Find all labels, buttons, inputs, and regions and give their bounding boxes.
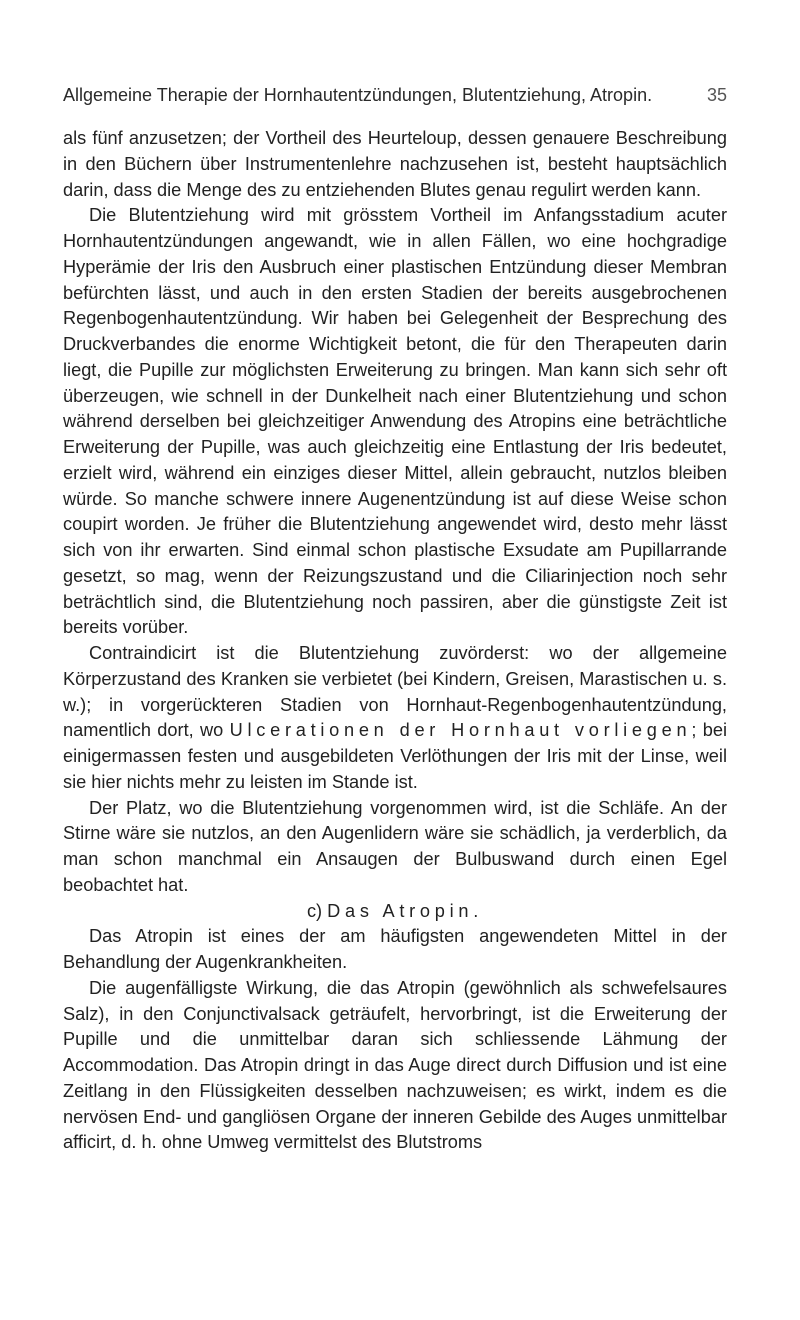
paragraph-3	[63, 641, 727, 796]
section-heading	[63, 899, 727, 925]
running-header-title: Allgemeine Therapie der Hornhautentzündungen, Blutentziehung, Atropin.	[63, 85, 653, 105]
paragraph-2: Die Blutentziehung wird mit grösstem Vortheil im Anfangsstadium acuter Hornhautentzündungen angewandt, wie in allen Fällen, wo eine hochgradige Hyperämie der Iris den Ausbruch einer plastischen Entzündung dieser Membran befürchten lässt, und auch in den ersten Stadien der bereits ausgebrochenen Regenbogenhautentzündung. Wir haben bei Gelegenheit der Besprechung des Druckverbandes die enorme Wichtigkeit betont, die für den Therapeuten darin liegt, die Pupille zur möglichsten Erweiterung zu bringen. Man kann sich sehr oft überzeugen, wie schnell in der Dunkelheit nach einer Blutentziehung und schon während derselben bei gleichzeitiger Anwendung des Atropins eine beträchtliche Erweiterung der Pupille, was auch gleichzeitig eine Entlastung der Iris bedeutet, erzielt wird, während ein einziges dieser Mittel, allein gebraucht, nutzlos bleiben würde. So manche schwere innere Augenentzündung ist auf diese Weise schon coupirt worden. Je früher die Blutentziehung angewendet wird, desto mehr lässt sich von ihr erwarten. Sind einmal schon plastische Exsudate am Pupillarrande gesetzt, so mag, wenn der Reizungszustand und die Ciliarinjection noch sehr beträchtlich sind, die Blutentziehung noch passiren, aber die günstigste Zeit ist bereits vorüber.	[63, 205, 727, 638]
body-text	[63, 126, 727, 1156]
section-label: c)	[306, 900, 323, 921]
paragraph-4: Der Platz, wo die Blutentziehung vorgenommen wird, ist die Schläfe. An der Stirne wäre sie nutzlos, an den Augenlidern wäre sie schädlich, ja verderblich, da man schon manchmal ein Ansaugen der Bulbuswand durch einen Egel beobachtet hat.	[63, 797, 727, 895]
paragraph-3-text-start: Contraindicirt ist die Blutentziehung zuvörderst: wo der allgemeine Körperzustand des Kranken sie verbietet (bei Kindern, Greisen, Marastischen u. s. w.); in vorgerückteren Stadien von Hornhaut-Regenbogenhautentzündung, namentlich dort, wo	[63, 643, 727, 741]
paragraph-5: Das Atropin ist eines der am häufigsten angewendeten Mittel in der Behandlung der Augenkrankheiten.	[63, 926, 727, 972]
running-header	[63, 84, 727, 106]
section-title: Das Atropin.	[327, 900, 484, 921]
paragraph-6: Die augenfälligste Wirkung, die das Atropin (gewöhnlich als schwefelsaures Salz), in den Conjunctivalsack geträufelt, hervorbringt, ist die Erweiterung der Pupille und die unmittelbar daran sich schliessende Lähmung der Accommodation. Das Atropin dringt in das Auge direct durch Diffusion und ist eine Zeitlang in den Flüssigkeiten desselben nachzuweisen; es wirkt, indem es die nervösen End- und gangliösen Organe der inneren Gebilde des Auges unmittelbar afficirt, d. h. ohne Umweg vermittelst des Blutstroms	[63, 977, 727, 1153]
paragraph-3-emphasis: Ulcerationen der Hornhaut vorliegen	[229, 720, 692, 741]
paragraph-3-text-end: ; bei einigermassen festen und ausgebildeten Verlöthungen der Iris mit der Linse, weil sie hier nichts mehr zu leisten im Stande ist.	[63, 720, 727, 792]
page-number: 35	[706, 85, 727, 105]
paragraph-1: als fünf anzusetzen; der Vortheil des Heurteloup, dessen genauere Beschreibung in den Büchern über Instrumentenlehre nachzusehen ist, besteht hauptsächlich darin, dass die Menge des zu entziehenden Blutes genau regulirt werden kann.	[63, 128, 727, 200]
